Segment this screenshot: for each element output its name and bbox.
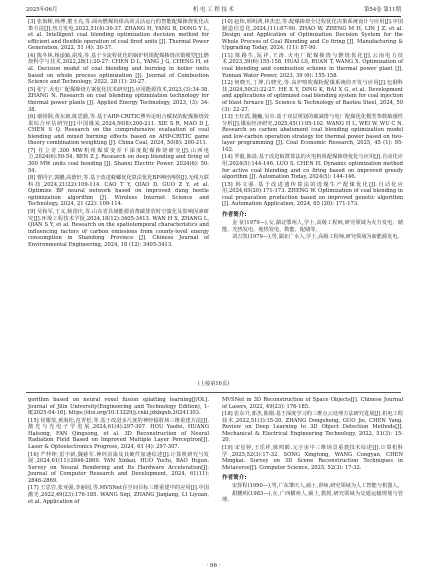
reference-item <box>222 445 403 471</box>
reference-number: [16] <box>28 451 39 458</box>
reference-text: 罗毅,陈晨.基于改进蚁群算法的火电机组配煤掺烧优化与应用[J].自动化应用,2024(5):144-146. LUO S, CHEN H. Dynamic optimization method for active coal blending and co firing based on improved greedy algorithm [J]. Automation Today, 2024(5): 144-146. <box>222 154 403 181</box>
volume-issue: 第54卷 第11期 <box>364 7 401 13</box>
reference-text: 谢钧钢,黄东铭,陈思勤,等.基于AHP-CRITIC博弈论组合赋权的配煤掺烧效果综合评估研究[J].中国煤炭,2024,50(8):200-211. XIE S R, MAO D J, CHEN S Q. Research on the comprehensive evaluation of coal blending and mixed burning effects based on AHP-CRITIC game theory combination weighting [J]. China Coal, 2024, 50(8): 200-211. <box>28 113 209 147</box>
reference-text: 王红霞,魏巍,吴卓.基于双层规划的碳减排与电厂配煤优化模型参数敏感性分析[J].煤炭经济研究,2025,45(1):95-102. WANG H L, WEI W, WU C N. Research on carbon abatement coal blending optimization model and low-carbon operation strategy for thermal power based on two-layer programming [J]. Coal Economic Research, 2025, 45 (1): 95-102. <box>222 113 403 153</box>
author-bio-entry: 甜鹏明(1983—),女,广西横州人,硕士,教授,研究领域为交通运输规划与管理。 <box>222 490 403 504</box>
reference-item <box>222 411 403 444</box>
reference-number: [19] <box>222 444 233 451</box>
reference-number: [12] <box>222 80 233 87</box>
reference-text: 吴和军,王义,杨国庆,等.山东省县域能源消费碳排放时空演化及影响因素研究[J].环境工程技术学报,2024,18(12):3405-3413. WAN H X, ZHANG L, QIAN S Y, et al. Research on the spatiotemporal characteristics and influencing factors of carbon emissions from county-level energy consumption in Shandong Province [J]. Chinese Journal of Environmental Engineering, 2024, 18 (12): 3405-3413. <box>28 208 209 248</box>
author-bio <box>222 220 403 241</box>
reference-text: 陈路生,阮祥,王涛.火电厂配煤掺烧与燃烧优化[J].云南电力技术,2023,39(6):155-158. HUAI LS, RUAN T, WANG X. Optimization of coal blending and combustion scheme in thermal power plant [J]. Yunnan Water Power, 2023, 39 (6): 155-158. <box>222 52 403 79</box>
reference-item <box>222 114 403 154</box>
reference-item <box>28 485 209 505</box>
page-number: · 96 · <box>206 563 221 569</box>
author-bio-entry: 宋挥程(1990—),男,广东肇庆人,硕士,讲师,研究领域为人工智能与机器人。 <box>232 483 403 490</box>
header-date: 2025年06月 <box>26 7 58 13</box>
reference-item <box>28 209 209 249</box>
running-header <box>26 5 401 17</box>
reference-number: [13] <box>222 113 233 120</box>
reference-text: 严仲坤,雷宇新,魏慈军.神经渲染及其硬件加速综述[J].计算机研究与发展,2024,61(11):2846-2869. YAN Xinkai, HUO Yuchi, BAO Hujun. Survey on Neural Rendering and Its Hardware Acceleration[J]. Journal of Computer Research and Development, 2024, 61(11): 2846-2869. <box>28 451 209 484</box>
reference-number: [7] <box>28 147 36 154</box>
top-right-column <box>222 19 403 241</box>
reference-number: [14] <box>222 154 233 161</box>
reference-number: [10] <box>222 19 233 25</box>
author-bio-entry: 金 征(1979—),女,湖北鄂州人,学士,高级工程师,研究领域为火力发电、储能、光热发电、地热发电、数能、配储等。 <box>222 220 403 233</box>
reference-number: [5] <box>28 86 36 93</box>
reference-number: [8] <box>28 175 36 182</box>
author-bio-heading: 作者简介: <box>222 475 247 482</box>
reference-text: MVSNet in 3D Reconstruction of Space Objects[J]. Chinese Journal of Lasers, 2022, 49(23): 176-185. <box>222 397 403 410</box>
reference-item <box>28 19 209 52</box>
reference-number: [15] <box>28 417 39 424</box>
continuation-note: (上接第16页) <box>197 381 230 387</box>
reference-item <box>222 397 403 410</box>
reference-number: [18] <box>222 411 233 418</box>
reference-text: gorithm based on neural voxel fusion splatting learning[J/OL]. Journal of Jilin University(Engineering and Technology Edition), 1-8[2025-04-16]. https://doi.org/10.13229/j.cnki.jdxbgxb.20241303. <box>28 397 209 417</box>
reference-item <box>222 53 403 79</box>
reference-text: 任立奇.300 MW机组煤质变差下深度配煤掺烧研究[J].山西电力,2024(6):50-54. BEN Z J. Research on deep blending and firing of 300 MW units coal bending [J]. Shanxi Electric Power, 2024(6): 50-54. <box>28 147 209 174</box>
bottom-left-column <box>28 397 209 506</box>
reference-item <box>28 53 209 86</box>
top-left-column <box>28 19 209 249</box>
reference-item <box>28 148 209 174</box>
reference-number: [3] <box>28 19 36 25</box>
reference-text: 韩文强.基于改进遗传算法的选煤生产配煤优化[J].自动化应用,2024,65(20):171-173. ZHENG W. Optimization of coal blending in coal preparation production based on improved genetic algorithm [J]. Automation Application, 2024, 65 (20): 171-173. <box>222 181 403 208</box>
reference-text: 何晓天,丁坤,白晓光,等.高炉喷吹煤粉配煤系统的开发与应用[J].包钢科技,2024,50(2):22-27. HE X Y, DING K, BAI X G, et al. Development and applications of optimized coal blending system for coal injection of blast furnace [J]. Science & Technology of Baotou Steel, 2024, 50 (3): 22-27. <box>222 80 403 113</box>
reference-item <box>28 175 209 208</box>
reference-text: 陈冬林,杨淦颖,胡茂,等.基于全流程优化的锅炉机组配煤掺烧决策模型[J].燃烧科学与技术,2022,28(1):20-27. CHEN D L, YANG J G, CHENG H, et al. Decision model of coal blending and burning in boiler units based on whole process optimization [J]. Journal of Combustion Science and Technology, 2022, 28 (1): 20-27. <box>28 52 209 86</box>
reference-text: 赵炜,邢明鸿,林杰忠,等.配煤掺烧全过程优化决策系统设计与应用[J].中国制造信息化,2024,(11):87-90. ZHAO W, ZHENG M H, LIN J Z, et al. Design and Application of Optimization Decision System for the Whole Process of Coal Blending and Co firing [J]. Manufacturing & Upgrading Today, 2024, (11): 87-90. <box>222 19 403 52</box>
author-bio-entry: 刘吉凯(1979—),男,湖北广水人,学士,高级工程师,研究领域为新能源发电。 <box>232 234 403 241</box>
reference-item <box>222 19 403 52</box>
author-bio <box>222 483 403 504</box>
reference-item <box>222 80 403 113</box>
reference-number: [15] <box>222 181 233 188</box>
reference-item <box>222 182 403 208</box>
reference-item <box>28 114 209 147</box>
reference-number: [11] <box>222 52 233 59</box>
reference-text: 张东升,郭杰,陈刚.基于深度学习的三维点云处理方法研究进展[J].机电工程技术,2022,51(3):15-20. ZHANG Dongsheng, GUO Jie, CHEN Yang. Review on Deep Learning to 3D Object Detection Methods[J]. Mechanical & Electrical Engineering Technology, 2022, 51(3): 15-20. <box>222 411 403 444</box>
author-bio-heading: 作者简介: <box>222 212 247 219</box>
reference-text: 张海彬,杨博,董玉亮,等.面向燃煤机组高效灵活运行的智能配煤掺烧优化决策方法[J].热力发电,2022,51(4):30-37. ZHANG H, YANG B, DONG Y L, et al. Intelligent coal blending optimization decision method for efficient and flexible operation of coal fired units [J]. Thermal Power Generation, 2022, 51 (4): 30-37. <box>28 19 209 52</box>
reference-text: 宋星婷,王乐祥,陈鸣鹤.元宇宙中三维场景重建技术综述[J].计算机科学,2025,52(3):17-32. SONG Xingtong, WANG Congyan, CHEN Mingkai. Survey on 3D Scene Reconstruction Techniques in Metaverse[J]. Computer Science, 2025, 52(3): 17-32. <box>222 444 403 471</box>
reference-number: [4] <box>28 52 36 59</box>
reference-item <box>222 154 403 180</box>
reference-item <box>28 397 209 417</box>
reference-number: [6] <box>28 113 36 120</box>
reference-item <box>28 452 209 485</box>
reference-text: 张宁.火电厂配煤掺烧方案优化技术研究[J].应用能源技术,2023,(3):34-38. ZHANG N. Research on coal blending optimization technology for thermal power plants [J]. Applied Energy Technology, 2023, (3): 34-38. <box>28 86 209 113</box>
reference-item <box>28 87 209 113</box>
bottom-right-column <box>222 397 403 505</box>
journal-name: 机 电 工 程 技 术 <box>193 7 234 13</box>
reference-text: 曹同宇,郭鹏,高德轩,等.基于改进蜣螂优化算法优化BP神经网络[J].无线互联科技,2024,21(22):109-114. CAO T Y, QIAO D, GUO Z Y, et al. Optimize BP neural network based on improved dung beetle optimization algorithm [J]. Wireless Internet Science and Technology, 2024, 21 (22): 109-114. <box>28 175 209 208</box>
reference-text: 王思岩,张亚强,李丽园,等.MVSNet在空间目标三维重建中的应用[J].中国激光,2022,49(23):176-185. WANG Siqi, ZHANG Jiaqiang, LI Liyuan, et al. Application of <box>28 485 209 505</box>
section-divider <box>26 392 401 393</box>
reference-item <box>28 418 209 451</box>
reference-number: [17] <box>28 485 39 492</box>
reference-text: 侯耀斐,黄海松,范青松,等.基于改进多尺度的神经辐射场三维重建方法[J].激光与光电子学进展,2024,61(4):297-307. HOU Yaofei, HUANG Haisong, FAN Qingsong, et al. 3D Reconstruction of Neural Radiation Field Based on Improved Multiple Layer Perceptron[J]. Laser & Optoelectronics Progress, 2024, 61 (4): 297-307. <box>28 417 209 451</box>
reference-number: [9] <box>28 208 36 215</box>
